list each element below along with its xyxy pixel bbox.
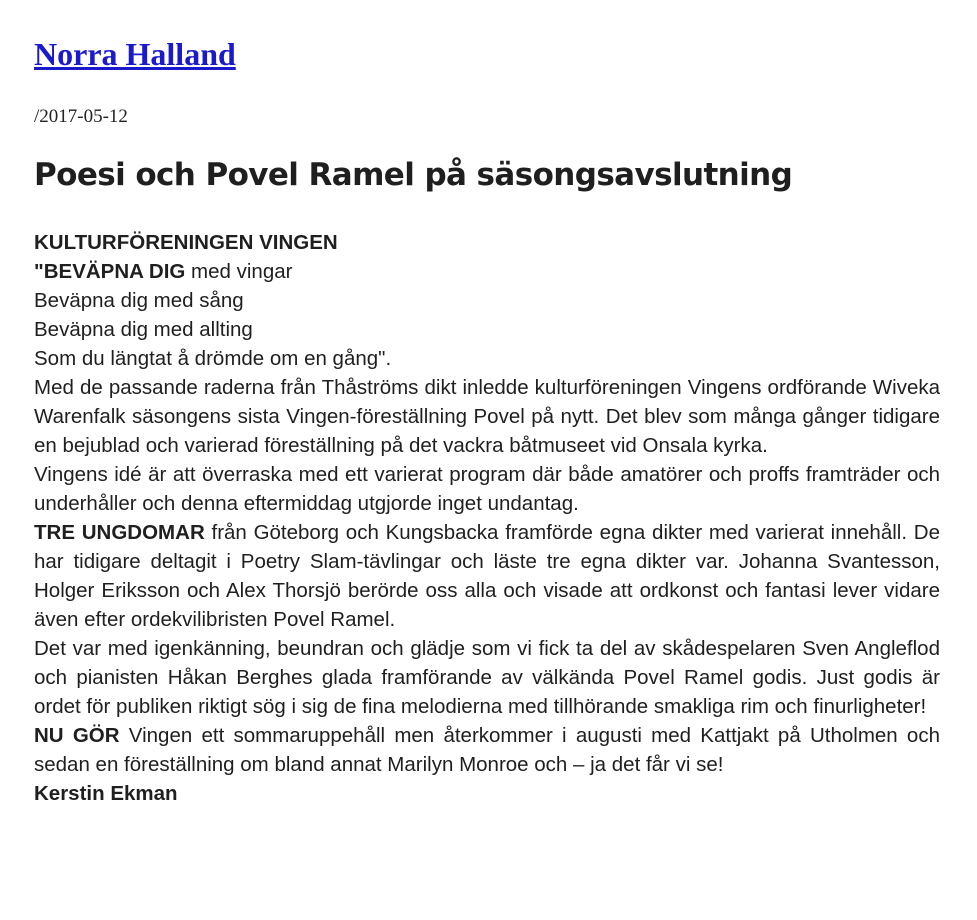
paragraph-3 — [34, 518, 940, 634]
poem-line-3: Beväpna dig med allting — [34, 318, 253, 341]
kicker-text: KULTURFÖRENINGEN VINGEN — [34, 231, 338, 254]
paragraph-4: Det var med igenkänning, beundran och glädje som vi fick ta del av skådespelaren Sven Angleflod och pianisten Håkan Berghes glada framförande av välkända Povel Ramel godis. Just godis är ordet för publiken riktigt sög i sig de fina melodierna med tillhörande smakliga rim och finurligheter! — [34, 637, 940, 718]
page-content — [34, 36, 940, 808]
poem-line-4: Som du längtat å drömde om en gång". — [34, 347, 392, 370]
author-name: Kerstin Ekman — [34, 782, 178, 805]
paragraph-1: Med de passande raderna från Thåströms dikt inledde kulturföreningen Vingens ordförande Wiveka Warenfalk säsongens sista Vingen-föreställning Povel på nytt. Det blev som många gånger tidigare en bejublad och varierad föreställning på det vackra båtmuseet vid Onsala kyrka. — [34, 376, 940, 457]
publish-date: /2017-05-12 — [34, 106, 128, 127]
poem-line-1 — [34, 257, 940, 286]
paragraph-5-text: Vingen ett sommaruppehåll men återkommer i augusti med Kattjakt på Utholmen och sedan en föreställning om bland annat Marilyn Monroe och – ja det får vi se! — [34, 724, 940, 776]
article-title: Poesi och Povel Ramel på säsongsavslutning — [34, 157, 793, 193]
poem-line-2: Beväpna dig med sång — [34, 289, 244, 312]
paragraph-2: Vingens idé är att överraska med ett varierat program där både amatörer och proffs framträder och underhåller och denna eftermiddag utgjorde inget undantag. — [34, 463, 940, 515]
paragraph-5-lead: NU GÖR — [34, 724, 120, 747]
poem-line-1-bold: "BEVÄPNA DIG — [34, 260, 186, 283]
paragraph-3-lead: TRE UNGDOMAR — [34, 521, 205, 544]
paragraph-5 — [34, 721, 940, 779]
site-title-link[interactable]: Norra Halland — [34, 36, 236, 72]
article-author — [34, 779, 940, 808]
poem-line-1-rest: med vingar — [185, 260, 293, 283]
paragraph-3-text: från Göteborg och Kungsbacka framförde egna dikter med varierat innehåll. De har tidigare deltagit i Poetry Slam-tävlingar och läste tre egna dikter var. Johanna Svantesson, Holger Eriksson och Alex Thorsjö berörde oss alla och visade att ordkonst och fantasi lever vidare även efter ordekvilibristen Povel Ramel. — [34, 521, 940, 631]
article-kicker — [34, 228, 940, 257]
article-body — [34, 228, 940, 808]
